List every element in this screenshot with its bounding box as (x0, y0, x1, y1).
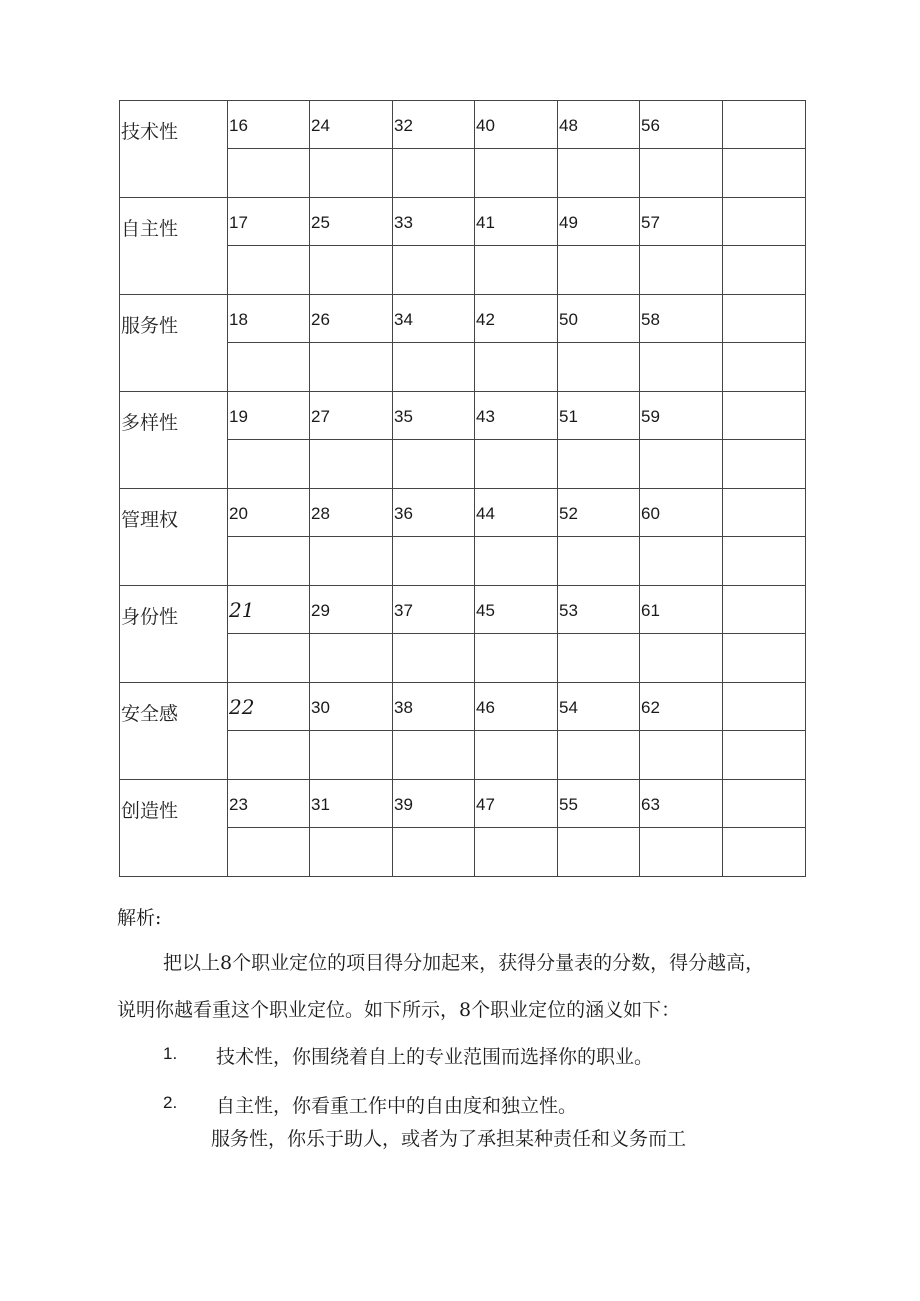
score-cell: 31 (310, 780, 393, 828)
answer-cell[interactable] (475, 537, 558, 586)
score-cell: 36 (393, 489, 475, 537)
score-cell: 61 (640, 586, 723, 634)
score-cell: 22 (228, 683, 310, 731)
score-cell: 48 (558, 101, 640, 149)
score-cell: 50 (558, 295, 640, 343)
answer-cell[interactable] (393, 634, 475, 683)
answer-cell[interactable] (393, 149, 475, 198)
score-cell: 28 (310, 489, 393, 537)
answer-cell[interactable] (228, 634, 310, 683)
table-row (120, 295, 806, 343)
score-cell: 62 (640, 683, 723, 731)
score-cell: 39 (393, 780, 475, 828)
score-cell: 57 (640, 198, 723, 246)
answer-cell[interactable] (228, 731, 310, 780)
list-item-2-text: 自主性，你看重工作中的自由度和独立性。 (216, 1095, 578, 1117)
answer-cell[interactable] (393, 828, 475, 877)
score-cell: 59 (640, 392, 723, 440)
answer-cell[interactable] (558, 343, 640, 392)
answer-cell[interactable] (640, 537, 723, 586)
score-cell: 42 (475, 295, 558, 343)
score-cell: 33 (393, 198, 475, 246)
answer-cell[interactable] (310, 246, 393, 295)
score-cell (723, 683, 806, 731)
answer-cell[interactable] (393, 246, 475, 295)
answer-cell[interactable] (228, 343, 310, 392)
score-cell (723, 198, 806, 246)
answer-cell[interactable] (475, 343, 558, 392)
answer-cell[interactable] (310, 731, 393, 780)
row-label: 创造性 (120, 780, 228, 877)
score-cell: 23 (228, 780, 310, 828)
score-cell: 54 (558, 683, 640, 731)
table-row (120, 489, 806, 537)
row-label: 服务性 (120, 295, 228, 392)
score-cell: 60 (640, 489, 723, 537)
score-cell: 41 (475, 198, 558, 246)
score-cell: 40 (475, 101, 558, 149)
score-cell (723, 489, 806, 537)
analysis-heading: 解析: (117, 907, 162, 929)
answer-cell[interactable] (228, 440, 310, 489)
row-label: 身份性 (120, 586, 228, 683)
answer-cell[interactable] (723, 731, 806, 780)
answer-cell[interactable] (558, 246, 640, 295)
score-cell: 37 (393, 586, 475, 634)
answer-cell[interactable] (558, 634, 640, 683)
answer-cell[interactable] (723, 343, 806, 392)
answer-cell[interactable] (640, 731, 723, 780)
score-cell (723, 586, 806, 634)
analysis-paragraph-line-1: 把以上8个职业定位的项目得分加起来，获得分量表的分数，得分越高， (163, 952, 765, 974)
table-row (120, 683, 806, 731)
list-item-1-number: 1. (163, 1044, 178, 1063)
score-cell: 35 (393, 392, 475, 440)
answer-cell[interactable] (640, 343, 723, 392)
answer-cell[interactable] (723, 440, 806, 489)
score-cell: 21 (228, 586, 310, 634)
answer-cell[interactable] (723, 634, 806, 683)
answer-cell[interactable] (310, 828, 393, 877)
list-item-1-text: 技术性，你围绕着自上的专业范围而选择你的职业。 (216, 1046, 654, 1068)
score-cell: 44 (475, 489, 558, 537)
score-cell: 46 (475, 683, 558, 731)
score-cell (723, 295, 806, 343)
score-cell: 55 (558, 780, 640, 828)
answer-cell[interactable] (310, 343, 393, 392)
score-cell: 29 (310, 586, 393, 634)
answer-cell[interactable] (723, 537, 806, 586)
answer-cell[interactable] (228, 828, 310, 877)
score-cell: 26 (310, 295, 393, 343)
answer-cell[interactable] (723, 828, 806, 877)
list-item-3-text: 服务性，你乐于助人，或者为了承担某种责任和义务而工 (211, 1128, 687, 1150)
score-cell: 38 (393, 683, 475, 731)
score-cell: 20 (228, 489, 310, 537)
score-cell: 53 (558, 586, 640, 634)
score-cell: 51 (558, 392, 640, 440)
row-label: 自主性 (120, 198, 228, 295)
table-row (120, 780, 806, 828)
table-row (120, 101, 806, 149)
row-label: 多样性 (120, 392, 228, 489)
answer-cell[interactable] (393, 343, 475, 392)
score-cell: 63 (640, 780, 723, 828)
score-cell (723, 101, 806, 149)
answer-cell[interactable] (475, 731, 558, 780)
answer-cell[interactable] (228, 149, 310, 198)
answer-cell[interactable] (475, 440, 558, 489)
score-cell (723, 392, 806, 440)
score-cell: 47 (475, 780, 558, 828)
answer-cell[interactable] (228, 537, 310, 586)
answer-cell[interactable] (475, 149, 558, 198)
score-cell: 30 (310, 683, 393, 731)
score-cell: 32 (393, 101, 475, 149)
score-cell: 45 (475, 586, 558, 634)
score-cell: 19 (228, 392, 310, 440)
score-table (119, 100, 806, 877)
answer-cell[interactable] (475, 634, 558, 683)
score-cell: 49 (558, 198, 640, 246)
answer-cell[interactable] (723, 246, 806, 295)
row-label: 管理权 (120, 489, 228, 586)
answer-cell[interactable] (558, 537, 640, 586)
score-cell: 27 (310, 392, 393, 440)
table-row (120, 586, 806, 634)
table-row (120, 392, 806, 440)
score-cell: 17 (228, 198, 310, 246)
score-cell: 43 (475, 392, 558, 440)
answer-cell[interactable] (558, 440, 640, 489)
answer-cell[interactable] (393, 537, 475, 586)
table-row (120, 198, 806, 246)
score-cell: 52 (558, 489, 640, 537)
score-cell (723, 780, 806, 828)
answer-cell[interactable] (640, 246, 723, 295)
row-label: 安全感 (120, 683, 228, 780)
answer-cell[interactable] (310, 440, 393, 489)
analysis-paragraph-line-2: 说明你越看重这个职业定位。如下所示，8个职业定位的涵义如下： (117, 999, 681, 1021)
score-cell: 58 (640, 295, 723, 343)
answer-cell[interactable] (475, 828, 558, 877)
score-cell: 24 (310, 101, 393, 149)
answer-cell[interactable] (640, 440, 723, 489)
answer-cell[interactable] (723, 149, 806, 198)
answer-cell[interactable] (640, 828, 723, 877)
answer-cell[interactable] (310, 149, 393, 198)
answer-cell[interactable] (475, 246, 558, 295)
list-item-2-number: 2. (163, 1093, 178, 1112)
answer-cell[interactable] (393, 731, 475, 780)
answer-cell[interactable] (228, 246, 310, 295)
answer-cell[interactable] (393, 440, 475, 489)
answer-cell[interactable] (640, 149, 723, 198)
score-cell: 16 (228, 101, 310, 149)
answer-cell[interactable] (310, 634, 393, 683)
score-cell: 25 (310, 198, 393, 246)
score-cell: 34 (393, 295, 475, 343)
answer-cell[interactable] (558, 828, 640, 877)
answer-cell[interactable] (640, 634, 723, 683)
score-cell: 18 (228, 295, 310, 343)
answer-cell[interactable] (558, 731, 640, 780)
score-cell: 56 (640, 101, 723, 149)
answer-cell[interactable] (310, 537, 393, 586)
answer-cell[interactable] (558, 149, 640, 198)
row-label: 技术性 (120, 101, 228, 198)
